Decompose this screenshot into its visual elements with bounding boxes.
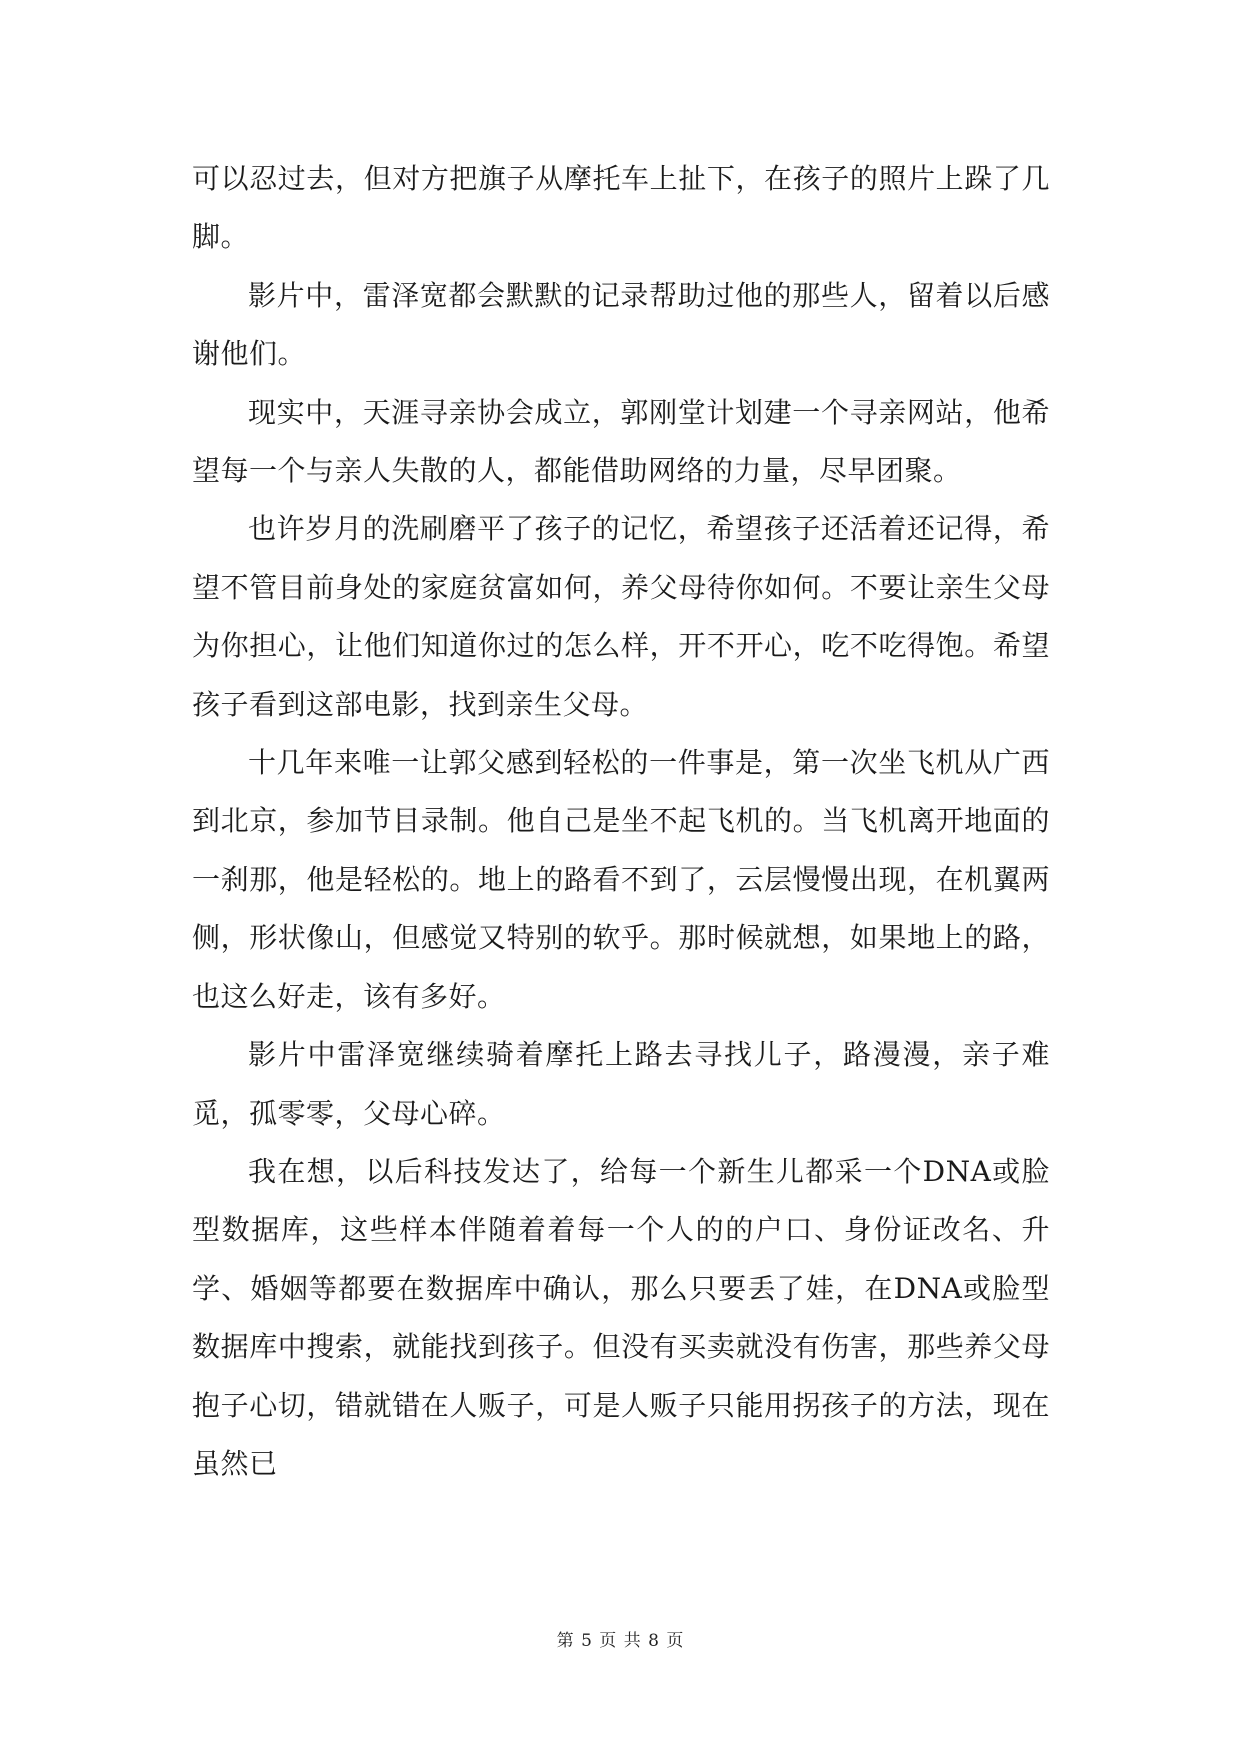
paragraph: 我在想，以后科技发达了，给每一个新生儿都采一个DNA或脸型数据库，这些样本伴随着着每一个人的的户口、身份证改名、升学、婚姻等都要在数据库中确认，那么只要丢了娃，在DNA或脸型数据库中搜索，就能找到孩子。但没有买卖就没有伤害，那些养父母抱子心切，错就错在人贩子，可是人贩子只能用拐孩子的方法，现在虽然已 xyxy=(192,1154,1050,1480)
paragraph: 影片中雷泽宽继续骑着摩托上路去寻找儿子，路漫漫，亲子难觅，孤零零，父母心碎。 xyxy=(192,1038,1050,1130)
page-number-footer: 第 5 页 共 8 页 xyxy=(556,1631,685,1651)
paragraph: 现实中，天涯寻亲协会成立，郭刚堂计划建一个寻亲网站，他希望每一个与亲人失散的人，都能借助网络的力量，尽早团聚。 xyxy=(192,395,1050,488)
paragraph: 影片中，雷泽宽都会默默的记录帮助过他的那些人，留着以后感谢他们。 xyxy=(192,278,1050,371)
paragraph: 十几年来唯一让郭父感到轻松的一件事是，第一次坐飞机从广西到北京，参加节目录制。他自己是坐不起飞机的。当飞机离开地面的一刹那，他是轻松的。地上的路看不到了，云层慢慢出现，在机翼两侧，形状像山，但感觉又特别的软乎。那时候就想，如果地上的路，也这么好走，该有多好。 xyxy=(192,746,1050,1013)
paragraph: 也许岁月的洗刷磨平了孩子的记忆，希望孩子还活着还记得，希望不管目前身处的家庭贫富如何，养父母待你如何。不要让亲生父母为你担心，让他们知道你过的怎么样，开不开心，吃不吃得饱。希望孩子看到这部电影，找到亲生父母。 xyxy=(192,512,1050,721)
paragraph-continued: 可以忍过去，但对方把旗子从摩托车上扯下，在孩子的照片上跺了几脚。 xyxy=(192,162,1050,254)
document-body xyxy=(192,150,1050,1493)
